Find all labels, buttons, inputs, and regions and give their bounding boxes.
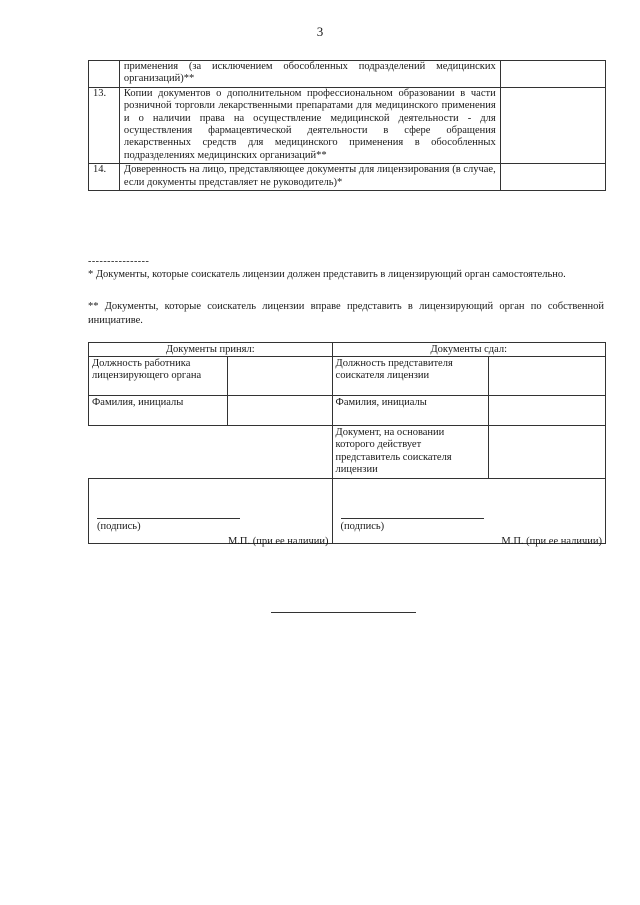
footnote-separator: ---------------- — [88, 256, 150, 267]
seal-label: М.П. (при ее наличии) — [501, 536, 602, 547]
basis-document-label: Документ, на основании которого действует представитель соискателя лицензии — [332, 426, 489, 479]
closing-line — [271, 612, 416, 613]
table-row — [89, 87, 606, 163]
item-number: 13. — [89, 87, 120, 163]
table-row — [89, 426, 606, 479]
receipt-table — [88, 342, 606, 547]
item-description: Доверенность на лицо, представляющее документы для лицензирования (в случае, если документы представляет не руководитель)* — [119, 164, 500, 191]
official-position-label: Должность работника лицензирующего органа — [89, 357, 228, 396]
official-surname-label: Фамилия, инициалы — [89, 396, 228, 426]
official-position-value — [227, 357, 332, 396]
applicant-signature-cell — [332, 479, 605, 547]
seal-label: М.П. (при ее наличии) — [227, 536, 329, 547]
blank-cell — [89, 426, 228, 479]
item-mark-cell — [500, 61, 605, 88]
footnote-mandatory: * Документы, которые соискатель лицензии должен представить в лицензирующий орган самостоятельно. — [88, 269, 566, 280]
item-mark-cell — [500, 164, 605, 191]
page-number: 3 — [316, 24, 324, 39]
table-row — [89, 479, 606, 544]
signature-label: (подпись) — [97, 521, 141, 532]
blank-cell — [227, 426, 332, 479]
table-row — [89, 357, 606, 396]
item-description: Копии документов о дополнительном профессиональном образовании в части розничной торговли лекарственными препаратами для медицинского применения и о наличии права на осуществление медицинской деятельности - для осуществления фармацевтической деятельности в сфере обращения лекарственных средств для медицинского применения в обособленных подразделениях медицинских организаций** — [119, 87, 500, 163]
signature-label: (подпись) — [340, 521, 385, 532]
documents-table — [88, 60, 606, 191]
item-number — [89, 61, 120, 88]
accepted-header: Документы принял: — [89, 343, 333, 357]
table-row — [89, 61, 606, 88]
table-row — [89, 396, 606, 426]
signature-line — [97, 518, 240, 519]
applicant-position-value — [489, 357, 606, 396]
submitted-header: Документы сдал: — [332, 343, 605, 357]
item-mark-cell — [500, 87, 605, 163]
applicant-surname-value — [489, 396, 606, 426]
table-row — [89, 164, 606, 191]
basis-document-value — [489, 426, 606, 479]
applicant-position-label: Должность представителя соискателя лицензии — [332, 357, 489, 396]
item-description: применения (за исключением обособленных подразделений медицинских организаций)** — [119, 61, 500, 88]
official-signature-cell — [89, 479, 333, 547]
item-number: 14. — [89, 164, 120, 191]
footnote-optional: ** Документы, которые соискатель лицензии вправе представить в лицензирующий орган по собственной инициативе. — [88, 301, 604, 326]
applicant-surname-label: Фамилия, инициалы — [332, 396, 489, 426]
signature-line — [341, 518, 484, 519]
official-surname-value — [227, 396, 332, 426]
table-row — [89, 343, 606, 357]
